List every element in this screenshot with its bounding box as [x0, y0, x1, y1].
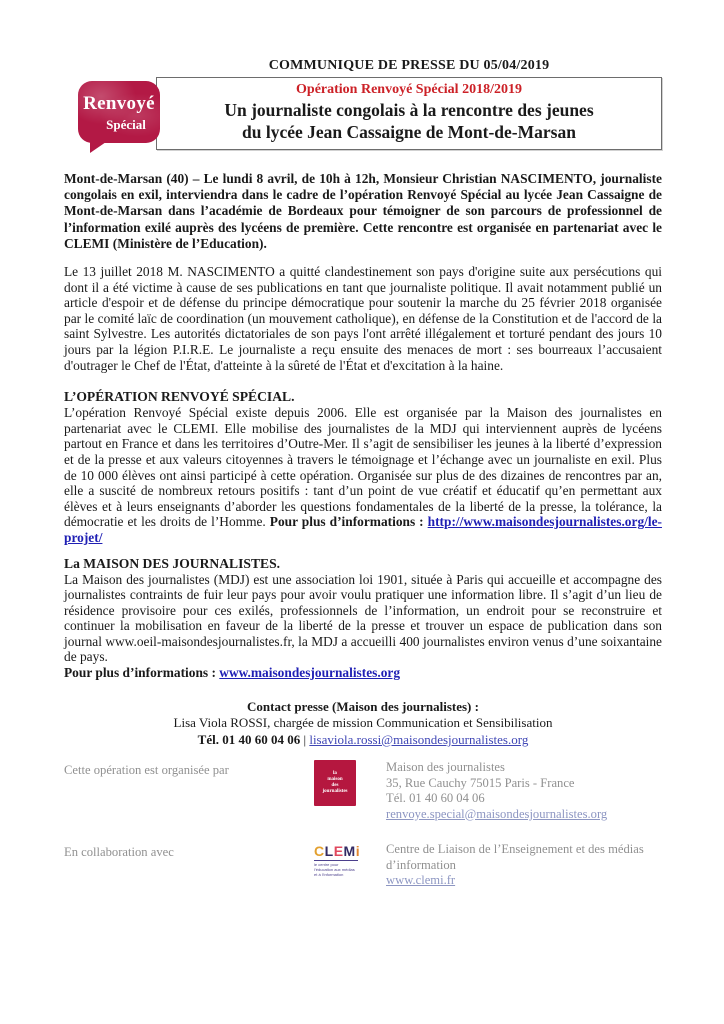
clemi-letter: M — [343, 843, 356, 860]
clemi-letter: i — [355, 843, 361, 860]
mdj-logo-line: maison — [327, 777, 343, 783]
operation-subtitle: Opération Renvoyé Spécial 2018/2019 — [296, 82, 522, 97]
mdj-more-info-line — [64, 665, 662, 681]
story-paragraph: Le 13 juillet 2018 M. NASCIMENTO a quitté clandestinement son pays d'origine suite aux persécutions qui dont il a été victime à cause de ses publications en tant que journaliste politique. Il avait notamment publié un article d'espoir et de défense du principe démocratique pour soutenir la marche du 25 février 2018 organisée par le comité laïc de coordination (un mouvement catholique), en défense de la Constitution et de l'accord de la saint Sylvestre. Les autorités dictatoriales de son pays l'ont arrêté illégalement et torturé pendant des jours 10 jours par la légion P.I.R.E. Le journaliste a reçu ensuite des menaces de mort : ses bourreaux l’accusaient d'outrager le Chef de l'État, d'atteinte à la sûreté de l'État et d'excitation à la haine. — [64, 264, 662, 373]
renvoye-special-logo — [78, 81, 160, 143]
title-box — [156, 77, 662, 150]
organizer-name: Maison des journalistes — [386, 760, 505, 775]
mdj-paragraph: La Maison des journalistes (MDJ) est une association loi 1901, située à Paris qui accueille et accompagne des journalistes contraints de fuir leur pays pour avoir voulu pratiquer une information libre. Il s’agit d’un lieu de résidence provisoire pour ces exilés, professionnels de l’information, un endroit pour se reconstruire et continuer la mobilisation en faveur de la liberté de la presse et trouver un espace de publication dans son journal www.oeil-maisondesjournalistes.fr, la MDJ a accueilli 400 journalistes environ venus d’une soixantaine de pays. — [64, 571, 662, 665]
section-heading-mdj: La MAISON DES JOURNALISTES. — [64, 555, 281, 571]
mdj-more-info-label: Pour plus d’informations : — [64, 665, 216, 681]
mdj-website-link[interactable]: www.maisondesjournalistes.org — [219, 665, 401, 681]
contact-email-link[interactable]: lisaviola.rossi@maisondesjournalistes.org — [309, 731, 529, 747]
contact-person: Lisa Viola ROSSI, chargée de mission Communication et Sensibilisation — [173, 715, 553, 731]
mdj-logo-line: des — [331, 783, 339, 789]
contact-title: Contact presse (Maison des journalistes) : — [247, 698, 479, 714]
organizer-row — [64, 760, 662, 822]
clemi-logo — [314, 842, 374, 889]
lead-paragraph: Mont-de-Marsan (40) – Le lundi 8 avril, de 10h à 12h, Monsieur Christian NASCIMENTO, journaliste congolais en exil, interviendra dans le cadre de l’opération Renvoyé Spécial au lycée Jean Cassaigne de Mont-de-Marsan dans l’académie de Bordeaux pour témoigner de son parcours de professionnel de l’information exilé auprès des lycéens de première. Cette rencontre est organisée en partenariat avec le CLEMI (Ministère de l’Education). — [64, 171, 662, 251]
clemi-tagline: le centre pour l’éducation aux médias et à l’information — [314, 860, 358, 877]
clemi-name-line2: d’information — [386, 857, 456, 872]
document-header — [64, 56, 662, 150]
operation-paragraph — [64, 405, 662, 545]
operation-more-info-label: Pour plus d’informations : — [269, 514, 424, 530]
clemi-letter: L — [324, 843, 334, 860]
contact-phone: Tél. 01 40 60 04 06 — [197, 731, 301, 747]
page-title-line2: du lycée Jean Cassaigne de Mont-de-Marsan — [242, 122, 576, 142]
collaboration-info — [386, 842, 662, 889]
collaboration-label: En collaboration avec — [64, 845, 174, 860]
clemi-letter: E — [333, 843, 344, 860]
organizer-info — [386, 760, 662, 822]
contact-separator: | — [303, 731, 307, 747]
contact-phone-email-line — [64, 732, 662, 749]
mdj-logo-line: la — [333, 771, 337, 777]
page-title-line1: Un journaliste congolais à la rencontre des jeunes — [224, 100, 594, 120]
clemi-website-link[interactable]: www.clemi.fr — [386, 873, 456, 888]
organizer-label: Cette opération est organisée par — [64, 763, 229, 778]
clemi-name-line1: Centre de Liaison de l’Enseignement et des médias — [386, 842, 644, 857]
clemi-wordmark — [314, 844, 374, 858]
press-contact-block — [64, 699, 662, 749]
logo-text-line1: Renvoyé — [83, 93, 155, 114]
mdj-logo-line: journalistes — [322, 789, 348, 795]
organizer-address: 35, Rue Cauchy 75015 Paris - France — [386, 775, 575, 790]
collaboration-row — [64, 842, 662, 889]
organizer-phone: Tél. 01 40 60 04 06 — [386, 791, 485, 806]
operation-text: L’opération Renvoyé Spécial existe depuis 2006. Elle est organisée par la Maison des journalistes en partenariat avec le CLEMI. Elle mobilise des journalistes de la MDJ qui interviennent auprès de lycéens partout en France et dans les territoires d’Outre-Mer. Il s’agit de sensibiliser les jeunes à la liberté d’expression et de la presse et aux valeurs citoyennes à travers le témoignage et l’échange avec un journaliste en exil. Plus de 10 000 élèves ont ainsi participé à cette opération. Organisée sur plus de des dizaines de rencontres par an, elle a suscité de nombreux retours positifs : tant d’un point de vue créatif et éducatif qu’en permettant aux élèves et à leurs enseignants d’aborder les questions fondamentales de la liberté de la presse, la tolérance, la démocratie et les droits de l’Homme. — [64, 405, 662, 530]
organizer-email-link[interactable]: renvoye.special@maisondesjournalistes.org — [386, 806, 608, 821]
section-heading-operation: L’OPÉRATION RENVOYÉ SPÉCIAL. — [64, 389, 295, 405]
clemi-letter: C — [314, 843, 325, 860]
mdj-logo — [314, 760, 356, 806]
logo-text-line2: Spécial — [106, 117, 146, 132]
operation-project-link[interactable]: http://www.maisondesjournalistes.org/le-projet/ — [64, 514, 662, 545]
press-release-kicker: COMMUNIQUE DE PRESSE DU 05/04/2019 — [268, 58, 550, 73]
